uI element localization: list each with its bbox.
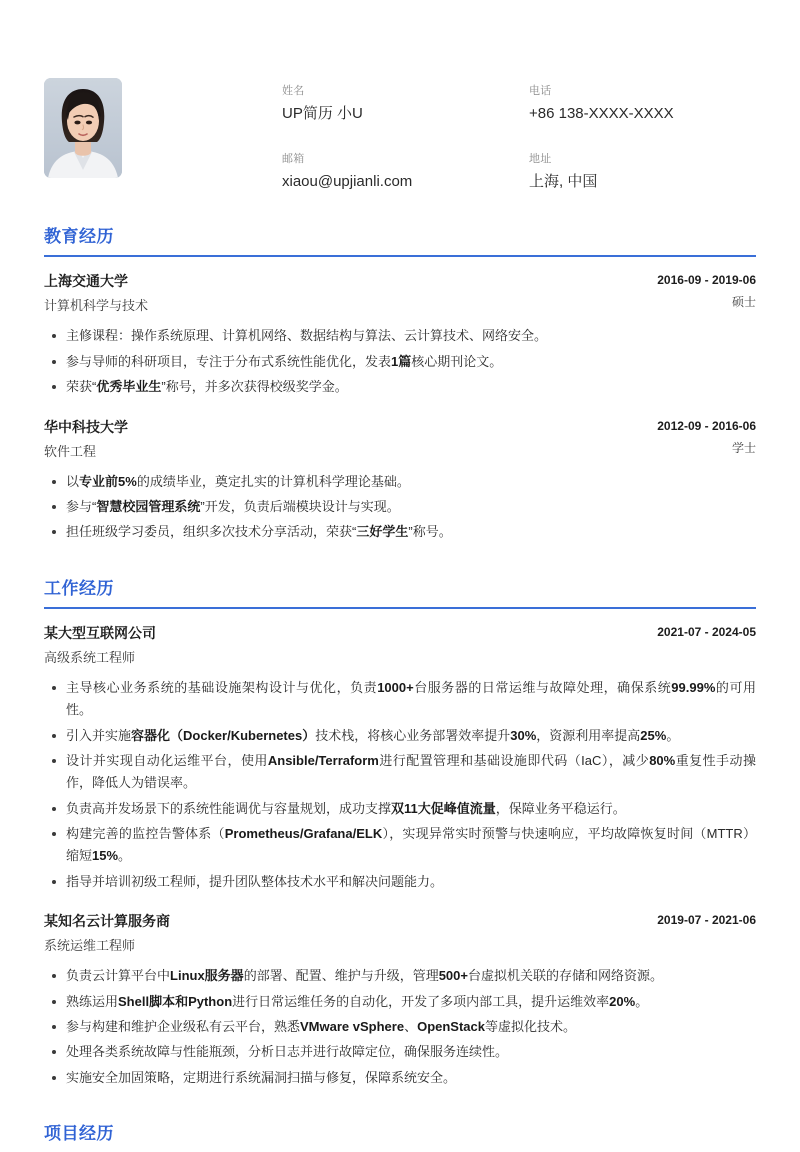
section bbox=[44, 1123, 756, 1152]
bullet-item: 参与导师的科研项目，专注于分布式系统性能优化，发表1篇核心期刊论文。 bbox=[44, 351, 756, 373]
entry-bullet-list bbox=[44, 677, 756, 893]
entry-period: 2016-09 - 2019-06 bbox=[657, 273, 756, 288]
entry-bullet-list bbox=[44, 965, 756, 1089]
bullet-item: 荣获“优秀毕业生”称号，并多次获得校级奖学金。 bbox=[44, 376, 756, 398]
entry-organization: 华中科技大学 bbox=[44, 418, 128, 435]
entry-period: 2021-07 - 2024-05 bbox=[657, 624, 756, 639]
entry-organization: 某大型互联网公司 bbox=[44, 624, 156, 641]
bullet-item: 构建完善的监控告警体系（Prometheus/Grafana/ELK），实现异常实时预警与快速响应，平均故障恢复时间（MTTR）缩短15%。 bbox=[44, 823, 756, 868]
field-label-email: 邮箱 bbox=[282, 153, 305, 166]
field-value-name: UP简历 小U bbox=[282, 104, 363, 122]
contact-field-name bbox=[282, 84, 509, 124]
bullet-item: 处理各类系统故障与性能瓶颈，分析日志并进行故障定位，确保服务连续性。 bbox=[44, 1041, 756, 1063]
entry-header-right bbox=[641, 417, 756, 458]
section-divider bbox=[44, 607, 756, 609]
contact-field-phone bbox=[529, 84, 756, 124]
profile-photo bbox=[44, 78, 122, 178]
entry-degree: 硕士 bbox=[731, 295, 756, 310]
section bbox=[44, 578, 756, 1089]
entry-period: 2019-07 - 2021-06 bbox=[657, 913, 756, 928]
photo-container bbox=[44, 78, 122, 178]
entry-role: 系统运维工程师 bbox=[44, 938, 136, 954]
entry-header-left bbox=[44, 271, 641, 316]
field-label-phone: 电话 bbox=[529, 85, 552, 97]
bullet-item: 主导核心业务系统的基础设施架构设计与优化，负责1000+台服务器的日常运维与故障处理，确保系统99.99%的可用性。 bbox=[44, 677, 756, 722]
section-divider bbox=[44, 255, 756, 257]
entry-period: 2012-09 - 2016-06 bbox=[657, 418, 756, 433]
entry-organization: 某知名云计算服务商 bbox=[44, 913, 170, 930]
bullet-item: 引入并实施容器化（Docker/Kubernetes）技术栈，将核心业务部署效率提升30%，资源利用率提高25%。 bbox=[44, 725, 756, 747]
entry-header-left bbox=[44, 911, 641, 956]
resume-entry bbox=[44, 417, 756, 544]
section-title: 项目经历 bbox=[44, 1124, 114, 1144]
bullet-item: 担任班级学习委员，组织多次技术分享活动，荣获“三好学生”称号。 bbox=[44, 521, 756, 543]
entry-bullet-list bbox=[44, 325, 756, 398]
bullet-item: 设计并实现自动化运维平台，使用Ansible/Terraform进行配置管理和基础设施即代码（IaC），减少80%重复性手动操作，降低人为错误率。 bbox=[44, 750, 756, 795]
entry-role: 高级系统工程师 bbox=[44, 649, 136, 665]
bullet-item: 熟练运用Shell脚本和Python进行日常运维任务的自动化，开发了多项内部工具，提升运维效率20%。 bbox=[44, 991, 756, 1013]
entry-degree: 学士 bbox=[731, 440, 756, 455]
bullet-item: 主修课程：操作系统原理、计算机网络、数据结构与算法、云计算技术、网络安全。 bbox=[44, 325, 756, 347]
field-value-address: 上海, 中国 bbox=[529, 172, 598, 190]
resume-entry bbox=[44, 623, 756, 893]
entry-header-left bbox=[44, 417, 641, 462]
entry-header bbox=[44, 417, 756, 462]
entry-role: 软件工程 bbox=[44, 443, 97, 459]
field-label-address: 地址 bbox=[529, 153, 552, 166]
contact-field-address bbox=[529, 152, 756, 192]
entry-header-right bbox=[641, 911, 756, 929]
entry-header bbox=[44, 911, 756, 956]
field-label-name: 姓名 bbox=[282, 85, 305, 97]
bullet-item: 指导并培训初级工程师，提升团队整体技术水平和解决问题能力。 bbox=[44, 871, 756, 893]
resume-entry bbox=[44, 271, 756, 398]
field-value-phone: +86 138-XXXX-XXXX bbox=[529, 104, 674, 122]
section bbox=[44, 226, 756, 544]
entry-bullet-list bbox=[44, 471, 756, 544]
bullet-item: 参与“智慧校园管理系统”开发，负责后端模块设计与实现。 bbox=[44, 496, 756, 518]
bullet-item: 负责高并发场景下的系统性能调优与容量规划，成功支撑双11大促峰值流量，保障业务平稳运行。 bbox=[44, 798, 756, 820]
entry-header-right bbox=[641, 623, 756, 641]
bullet-item: 负责云计算平台中Linux服务器的部署、配置、维护与升级，管理500+台虚拟机关联的存储和网络资源。 bbox=[44, 965, 756, 987]
entry-header-left bbox=[44, 623, 641, 668]
contact-field-email bbox=[282, 152, 509, 192]
entry-organization: 上海交通大学 bbox=[44, 273, 128, 290]
resume-header bbox=[44, 0, 756, 192]
entry-header bbox=[44, 623, 756, 668]
bullet-item: 实施安全加固策略，定期进行系统漏洞扫描与修复，保障系统安全。 bbox=[44, 1067, 756, 1089]
section-title: 工作经历 bbox=[44, 578, 114, 598]
resume-entry bbox=[44, 911, 756, 1089]
field-value-email: xiaou@upjianli.com bbox=[282, 172, 413, 190]
entry-header bbox=[44, 271, 756, 316]
entry-header-right bbox=[641, 271, 756, 312]
bullet-item: 以专业前5%的成绩毕业，奠定扎实的计算机科学理论基础。 bbox=[44, 471, 756, 493]
entry-role: 计算机科学与技术 bbox=[44, 298, 149, 314]
contact-grid bbox=[282, 78, 756, 192]
bullet-item: 参与构建和维护企业级私有云平台，熟悉VMware vSphere、OpenStack等虚拟化技术。 bbox=[44, 1016, 756, 1038]
section-title: 教育经历 bbox=[44, 227, 114, 247]
resume-sections bbox=[44, 226, 756, 1152]
